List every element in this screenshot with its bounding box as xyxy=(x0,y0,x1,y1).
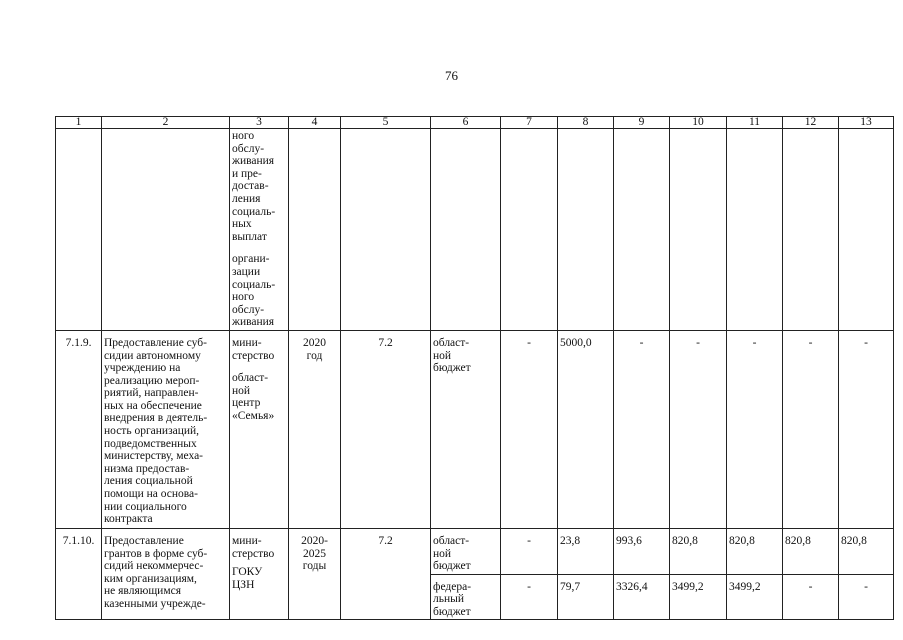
funding-source: федера- льный бюджет xyxy=(431,574,501,620)
executor-cell: мини- стерство ГОКУ ЦЗН xyxy=(230,528,289,620)
value-cell: - xyxy=(783,574,839,620)
table-row-7-1-10 xyxy=(56,528,894,574)
value-cell: - xyxy=(839,330,894,528)
value-cell: - xyxy=(670,330,727,528)
col-header: 5 xyxy=(341,117,431,129)
executor-cell: мини- стерство област- ной центр «Семья» xyxy=(230,330,289,528)
page-number: 76 xyxy=(445,68,458,83)
col-header: 13 xyxy=(839,117,894,129)
program-table xyxy=(55,116,894,620)
value-cell: 3499,2 xyxy=(670,574,727,620)
col-header: 7 xyxy=(501,117,558,129)
period-cell: 2020- 2025 годы xyxy=(289,528,341,620)
executor-cell: ного обслу- живания и пре- достав- ления социаль- ных выплат органи- зации социаль- ного обслу- живания xyxy=(230,129,289,331)
value-cell: 820,8 xyxy=(670,528,727,574)
col-header: 4 xyxy=(289,117,341,129)
value-cell: - xyxy=(839,574,894,620)
value-cell: 993,6 xyxy=(614,528,670,574)
col-header: 12 xyxy=(783,117,839,129)
value-cell: - xyxy=(501,574,558,620)
table-row-continuation xyxy=(56,129,894,331)
header-row xyxy=(56,117,894,129)
funding-source: област- ной бюджет xyxy=(431,330,501,528)
value-cell: 820,8 xyxy=(839,528,894,574)
col-header: 2 xyxy=(102,117,230,129)
row-number: 7.1.10. xyxy=(56,528,102,620)
period-cell: 2020 год xyxy=(289,330,341,528)
value-cell: 3326,4 xyxy=(614,574,670,620)
row-number: 7.1.9. xyxy=(56,330,102,528)
col-header: 8 xyxy=(558,117,614,129)
value-cell: 79,7 xyxy=(558,574,614,620)
value-cell: 820,8 xyxy=(783,528,839,574)
value-cell: 5000,0 xyxy=(558,330,614,528)
value-cell: - xyxy=(614,330,670,528)
value-cell: 820,8 xyxy=(727,528,783,574)
measure-name: Предоставление суб- сидии автономному учреждению на реализацию мероп- риятий, направлен- ных на обеспечение внедрения в деятель- ность организаций, подведомственных министерству, меха- низма предостав- ления социальной помощи на основа- нии социального контракта xyxy=(102,330,230,528)
value-cell: - xyxy=(501,528,558,574)
value-cell: - xyxy=(501,330,558,528)
col-header: 11 xyxy=(727,117,783,129)
value-cell: - xyxy=(783,330,839,528)
col-header: 1 xyxy=(56,117,102,129)
value-cell: - xyxy=(727,330,783,528)
col-header: 9 xyxy=(614,117,670,129)
col-header: 10 xyxy=(670,117,727,129)
measure-name: Предоставление грантов в форме суб- сидий некоммерчес- ким организациям, не являющимся казенными учрежде- xyxy=(102,528,230,620)
table-row-7-1-9 xyxy=(56,330,894,528)
funding-source: област- ной бюджет xyxy=(431,528,501,574)
value-cell: 23,8 xyxy=(558,528,614,574)
goal-ref: 7.2 xyxy=(341,330,431,528)
value-cell: 3499,2 xyxy=(727,574,783,620)
col-header: 3 xyxy=(230,117,289,129)
goal-ref: 7.2 xyxy=(341,528,431,620)
col-header: 6 xyxy=(431,117,501,129)
